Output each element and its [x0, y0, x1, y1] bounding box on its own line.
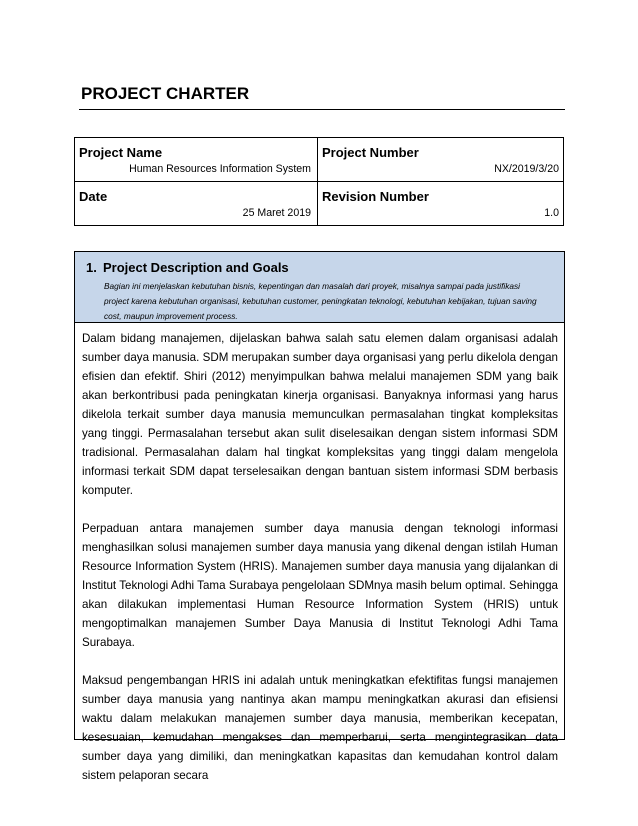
body-paragraph: Perpaduan antara manajemen sumber daya manusia dengan teknologi informasi menghasilkan solusi manajemen sumber daya manusia yang dikenal dengan istilah Human Resource Information System (HRIS). Manajemen sumber daya manusia yang dijalankan di Institut Teknologi Adhi Tama Surabaya pengelolaan SDMnya masih belum optimal. Sehingga akan dilakukan implementasi Human Resource Information System (HRIS) untuk mengoptimalkan manajemen Sumber Daya Manusia di Institut Teknologi Adhi Tama Surabaya. — [82, 522, 558, 649]
date-cell — [75, 182, 318, 226]
project-number-cell — [318, 138, 564, 182]
date-value: 25 Maret 2019 — [242, 207, 311, 219]
project-description-section — [74, 251, 565, 782]
project-name-cell — [75, 138, 318, 182]
section-header — [75, 252, 564, 323]
revision-number-label: Revision Number — [322, 189, 429, 204]
project-name-label: Project Name — [79, 145, 163, 160]
body-paragraph: Maksud pengembangan HRIS ini adalah untuk meningkatkan efektifitas fungsi manajemen sumber daya manusia yang nantinya akan mampu meningkatkan akurasi dan efisiensi waktu dalam melakukan manajemen sumber daya manusia, memberikan kecepatan, kesesuaian, kemudahan mengakses dan memperbarui, serta mengintegrasikan data sumber daya yang dimiliki, dan meningkatkan kapasitas dan kemudahan kontrol dalam sistem pelaporan secara — [82, 674, 558, 782]
section-guidance-text: Bagian ini menjelaskan kebutuhan bisnis, kepentingan dan masalah dari proyek, misalnya sampai pada justifikasi project karena kebutuhan organisasi, kebutuhan customer, peningkatan teknologi, kebutuhan kebijakan, tujuan saving cost, maupun improvement process. — [104, 281, 537, 321]
section-heading — [86, 260, 554, 275]
project-number-label: Project Number — [322, 145, 419, 160]
title-divider — [79, 109, 565, 110]
revision-number-cell — [318, 182, 564, 226]
document-title: PROJECT CHARTER — [81, 84, 250, 103]
charter-info-table — [74, 137, 564, 226]
section-heading-text: Project Description and Goals — [103, 260, 289, 275]
project-name-value: Human Resources Information System — [129, 163, 311, 175]
table-row — [75, 182, 564, 226]
table-row — [75, 138, 564, 182]
section-number: 1. — [86, 260, 97, 275]
revision-number-value: 1.0 — [544, 207, 559, 219]
project-number-value: NX/2019/3/20 — [494, 163, 559, 175]
date-label: Date — [79, 189, 108, 204]
section-body — [75, 323, 564, 785]
body-paragraph: Dalam bidang manajemen, dijelaskan bahwa salah satu elemen dalam organisasi adalah sumber daya manusia. SDM merupakan sumber daya organisasi yang perlu dikelola dengan efisien dan efektif. Shiri (2012) menyimpulkan bahwa melalui manajemen SDM yang baik akan berkontribusi pada peningkatan kinerja organisasi. Banyaknya informasi yang harus dikelola terkait sumber daya manusia memunculkan permasalahan tingkat kompleksitas yang tinggi. Permasalahan tersebut akan sulit diselesaikan dengan sistem informasi SDM tradisional. Permasalahan dalam hal tingkat kompleksitas yang tinggi dalam mengelola informasi terkait SDM dapat terselesaikan dengan bantuan sistem informasi SDM berbasis komputer. — [82, 332, 558, 497]
